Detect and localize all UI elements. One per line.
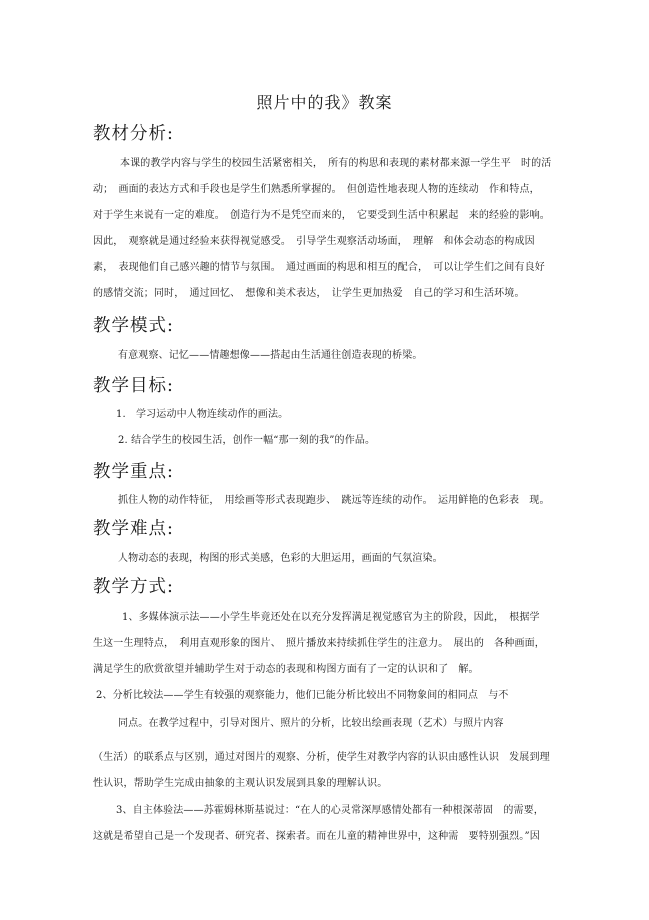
heading-teaching-goals: 教学目标: [93, 376, 174, 396]
document-title: 照片中的我》教案 [256, 93, 393, 112]
paragraph-line: 对于学生来说有一定的难度。 创造行为不是凭空而来的， 它要受到生活中积累起 来的经验的影响。 [93, 210, 550, 221]
paragraph-line: 同点。在教学过程中，引导对图片、照片的分析，比较出绘画表现（艺术）与照片内容 [118, 718, 504, 729]
paragraph-line: 本课的教学内容与学生的校园生活紧密相关， 所有的构思和表现的素材都来源一学生平 时的活 [120, 158, 552, 169]
paragraph-line: 这就是希望自己是一个发现者、研究者、探索者。而在儿童的精神世界中，这种需 要特别强烈。”因 [93, 831, 540, 842]
list-item: 1. 学习运动中人物连续动作的画法。 [116, 409, 289, 420]
heading-teaching-difficulty: 教学难点: [93, 519, 174, 539]
paragraph-line: 的感情交流；同时， 通过回忆、 想像和美术表达， 让学生更加热爱 自己的学习和生活环境。 [93, 288, 525, 299]
heading-teaching-methods: 教学方式: [93, 577, 174, 597]
list-item: 2. 结合学生的校园生活，创作一幅“那一刻的我”的作品。 [118, 435, 376, 446]
paragraph-line: 人物动态的表现，构图的形式美感，色彩的大胆运用，画面的气氛渲染。 [118, 553, 443, 564]
paragraph-line: 有意观察、记忆——情趣想像——搭起由生活通往创造表现的桥梁。 [118, 350, 423, 361]
paragraph-line: 2、分析比较法——学生有较强的观察能力，他们已能分析比较出不同物象间的相同点 与不 [96, 690, 509, 701]
paragraph-line: （生活）的联系点与区别，通过对图片的观察、分析，使学生对教学内容的认识由感性认识 发展到理 [93, 752, 550, 763]
paragraph-line: 性认识，帮助学生完成由抽象的主观认识发展到具象的理解认识。 [93, 778, 388, 789]
paragraph-line: 素， 表现他们自己感兴趣的情节与氛围。 通过画面的构思和相互的配合， 可以让学生们之间有良好 [93, 262, 545, 273]
heading-teaching-focus: 教学重点: [93, 462, 174, 482]
paragraph-line: 1、多媒体演示法——小学生毕竟还处在以充分发挥满足视觉感官为主的阶段，因此， 根据学 [122, 612, 540, 623]
paragraph-line: 3、自主体验法——苏霍姆林斯基说过：“在人的心灵常深厚感情处都有一种根深蒂固 的需要， [116, 805, 544, 816]
paragraph-line: 满足学生的欣赏欲望并辅助学生对于动态的表现和构图方面有了一定的认识和了 解。 [93, 664, 479, 675]
paragraph-line: 因此， 观察就是通过经验来获得视觉感受。 引导学生观察活动场面， 理解 和体会动态的构成因 [93, 236, 535, 247]
heading-teaching-material-analysis: 教材分析: [93, 124, 174, 144]
paragraph-line: 抓住人物的动作特征， 用绘画等形式表现跑步、 跳远等连续的动作。 运用鲜艳的色彩表 现。 [118, 495, 550, 506]
paragraph-line: 生这一生理特点， 利用直观形象的图片、 照片播放来持续抓住学生的注意力。 展出的 各种画面， [93, 638, 545, 649]
paragraph-line: 动； 画面的表达方式和手段也是学生们熟悉所掌握的。 但创造性地表现人物的连续动 作和特点， [93, 184, 540, 195]
heading-teaching-mode: 教学模式: [93, 316, 174, 336]
